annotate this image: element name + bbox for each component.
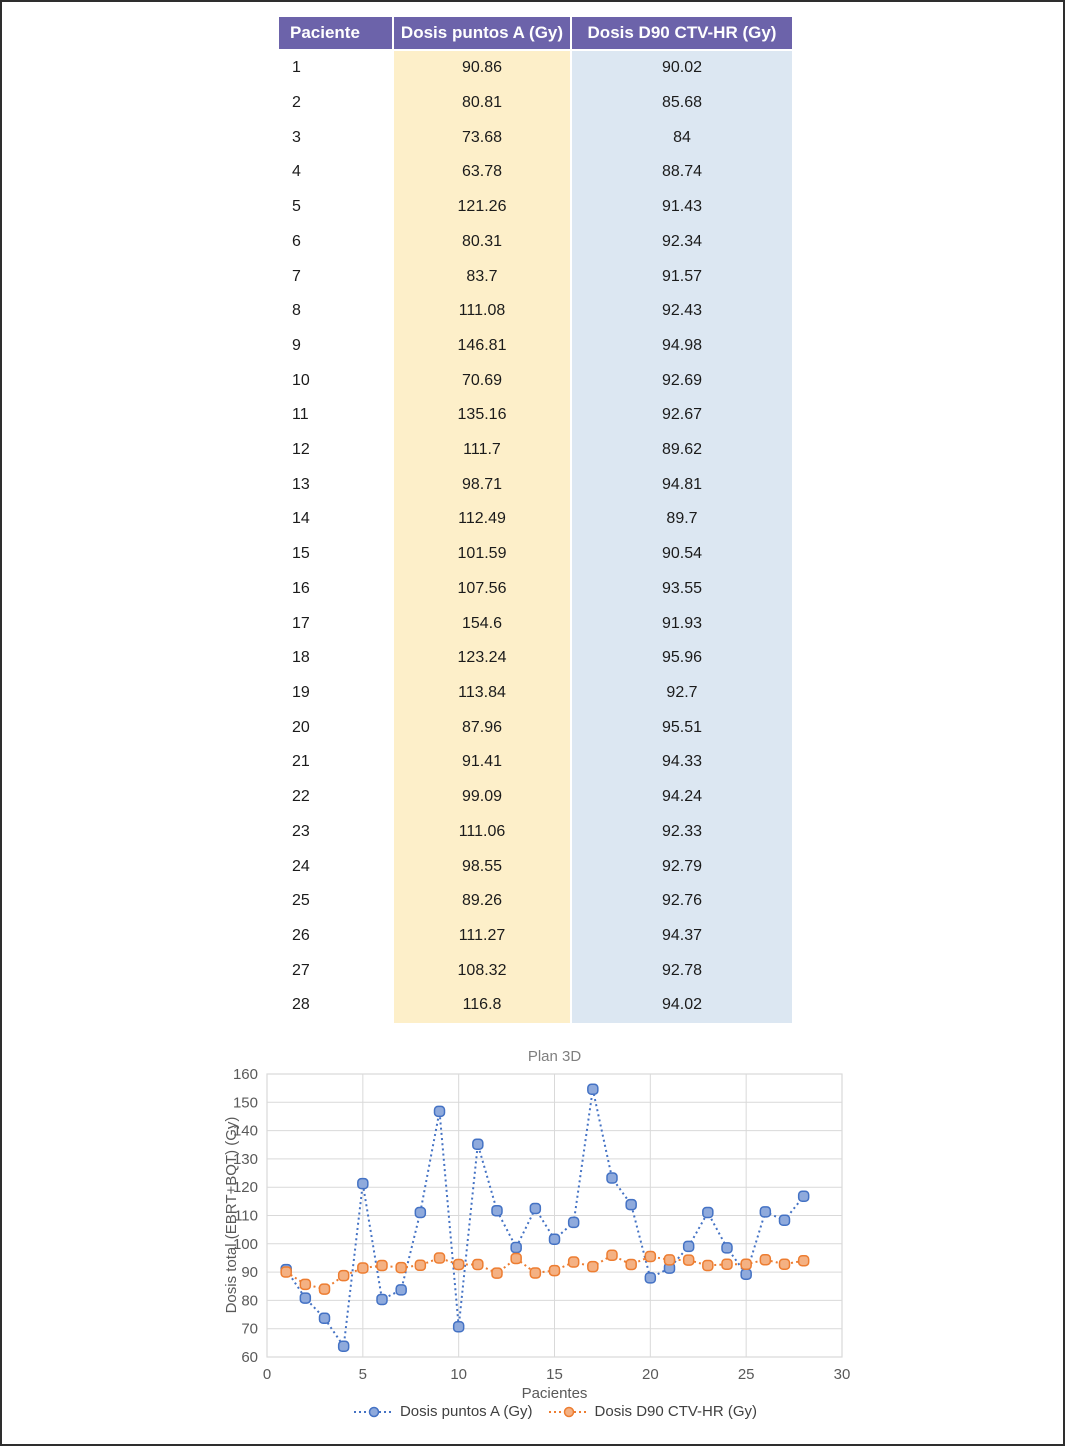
cell-dosis-puntos-a: 89.26 (394, 884, 572, 919)
cell-paciente: 14 (279, 502, 394, 537)
cell-dosis-puntos-a: 98.55 (394, 849, 572, 884)
legend-label-dosis-puntos-a: Dosis puntos A (Gy) (399, 1403, 533, 1420)
table-row (279, 329, 792, 364)
cell-paciente: 13 (279, 467, 394, 502)
table-row (279, 537, 792, 572)
cell-dosis-d90: 94.02 (572, 988, 792, 1023)
cell-paciente: 17 (279, 606, 394, 641)
cell-paciente: 18 (279, 641, 394, 676)
cell-dosis-d90: 92.34 (572, 225, 792, 260)
svg-text:140: 140 (232, 1122, 258, 1140)
cell-dosis-puntos-a: 135.16 (394, 398, 572, 433)
table-row (279, 710, 792, 745)
cell-dosis-puntos-a: 90.86 (394, 51, 572, 86)
chart-title: Plan 3D (527, 1048, 582, 1065)
svg-text:130: 130 (232, 1150, 258, 1168)
cell-paciente: 3 (279, 120, 394, 155)
table-row (279, 259, 792, 294)
cell-dosis-puntos-a: 154.6 (394, 606, 572, 641)
svg-text:150: 150 (232, 1094, 258, 1112)
svg-text:70: 70 (241, 1320, 258, 1338)
cell-dosis-puntos-a: 146.81 (394, 329, 572, 364)
cell-dosis-d90: 90.54 (572, 537, 792, 572)
cell-dosis-d90: 88.74 (572, 155, 792, 190)
table-row (279, 884, 792, 919)
legend-marker-line-icon (547, 1405, 591, 1419)
legend-item-dosis-d90 (547, 1403, 758, 1420)
cell-dosis-d90: 95.96 (572, 641, 792, 676)
cell-dosis-puntos-a: 80.81 (394, 86, 572, 121)
cell-dosis-d90: 94.81 (572, 467, 792, 502)
svg-text:80: 80 (241, 1292, 258, 1310)
cell-dosis-puntos-a: 108.32 (394, 953, 572, 988)
cell-dosis-d90: 91.93 (572, 606, 792, 641)
cell-dosis-d90: 94.98 (572, 329, 792, 364)
table-row (279, 398, 792, 433)
cell-paciente: 5 (279, 190, 394, 225)
cell-dosis-puntos-a: 101.59 (394, 537, 572, 572)
cell-dosis-d90: 94.33 (572, 745, 792, 780)
cell-dosis-d90: 95.51 (572, 710, 792, 745)
svg-text:100: 100 (232, 1235, 258, 1253)
table-row (279, 814, 792, 849)
svg-text:90: 90 (241, 1264, 258, 1282)
patients-dose-table (279, 17, 792, 1023)
cell-paciente: 19 (279, 676, 394, 711)
cell-dosis-puntos-a: 83.7 (394, 259, 572, 294)
svg-text:120: 120 (232, 1179, 258, 1197)
table-row (279, 502, 792, 537)
legend-item-dosis-puntos-a (352, 1403, 533, 1420)
cell-paciente: 9 (279, 329, 394, 364)
table-row (279, 953, 792, 988)
cell-paciente: 12 (279, 433, 394, 468)
legend-label-dosis-d90: Dosis D90 CTV-HR (Gy) (594, 1403, 758, 1420)
cell-dosis-puntos-a: 87.96 (394, 710, 572, 745)
cell-dosis-puntos-a: 111.27 (394, 919, 572, 954)
legend-marker-line-icon (352, 1405, 396, 1419)
table-row (279, 363, 792, 398)
cell-dosis-puntos-a: 111.7 (394, 433, 572, 468)
table-row (279, 780, 792, 815)
table-row (279, 190, 792, 225)
cell-paciente: 6 (279, 225, 394, 260)
cell-dosis-puntos-a: 113.84 (394, 676, 572, 711)
cell-dosis-puntos-a: 73.68 (394, 120, 572, 155)
cell-dosis-d90: 92.78 (572, 953, 792, 988)
cell-dosis-puntos-a: 116.8 (394, 988, 572, 1023)
cell-paciente: 1 (279, 51, 394, 86)
svg-text:10: 10 (450, 1366, 468, 1383)
cell-paciente: 10 (279, 363, 394, 398)
column-header-dosis-puntos-a: Dosis puntos A (Gy) (394, 17, 572, 51)
table-header-row (279, 17, 792, 51)
table-row (279, 606, 792, 641)
cell-dosis-puntos-a: 123.24 (394, 641, 572, 676)
cell-paciente: 23 (279, 814, 394, 849)
cell-dosis-d90: 92.7 (572, 676, 792, 711)
column-header-paciente: Paciente (279, 17, 394, 51)
table-row (279, 51, 792, 86)
svg-text:110: 110 (234, 1207, 258, 1225)
cell-dosis-puntos-a: 99.09 (394, 780, 572, 815)
cell-dosis-d90: 89.7 (572, 502, 792, 537)
table-row (279, 86, 792, 121)
chart-legend (267, 1403, 842, 1420)
cell-paciente: 15 (279, 537, 394, 572)
cell-dosis-puntos-a: 111.08 (394, 294, 572, 329)
cell-paciente: 20 (279, 710, 394, 745)
table-row (279, 120, 792, 155)
cell-dosis-d90: 94.37 (572, 919, 792, 954)
cell-dosis-d90: 91.57 (572, 259, 792, 294)
cell-paciente: 7 (279, 259, 394, 294)
table-row (279, 155, 792, 190)
cell-dosis-d90: 92.43 (572, 294, 792, 329)
cell-dosis-d90: 85.68 (572, 86, 792, 121)
cell-paciente: 28 (279, 988, 394, 1023)
svg-text:15: 15 (546, 1366, 563, 1383)
cell-dosis-d90: 91.43 (572, 190, 792, 225)
svg-text:5: 5 (358, 1366, 368, 1383)
cell-dosis-d90: 84 (572, 120, 792, 155)
cell-dosis-d90: 93.55 (572, 572, 792, 607)
cell-paciente: 4 (279, 155, 394, 190)
cell-paciente: 8 (279, 294, 394, 329)
table-row (279, 294, 792, 329)
cell-paciente: 2 (279, 86, 394, 121)
table-row (279, 676, 792, 711)
cell-paciente: 27 (279, 953, 394, 988)
cell-dosis-d90: 90.02 (572, 51, 792, 86)
table-body (279, 51, 792, 1023)
cell-dosis-puntos-a: 121.26 (394, 190, 572, 225)
cell-dosis-puntos-a: 111.06 (394, 814, 572, 849)
cell-dosis-puntos-a: 112.49 (394, 502, 572, 537)
svg-text:160: 160 (232, 1066, 258, 1083)
cell-paciente: 24 (279, 849, 394, 884)
table-row (279, 641, 792, 676)
column-header-dosis-d90-ctv-hr: Dosis D90 CTV-HR (Gy) (572, 17, 792, 51)
x-axis-label: Pacientes (521, 1385, 588, 1402)
cell-paciente: 25 (279, 884, 394, 919)
svg-text:30: 30 (833, 1366, 851, 1383)
table-row (279, 433, 792, 468)
table-row (279, 919, 792, 954)
cell-dosis-puntos-a: 63.78 (394, 155, 572, 190)
cell-dosis-d90: 92.79 (572, 849, 792, 884)
cell-dosis-d90: 92.67 (572, 398, 792, 433)
cell-paciente: 21 (279, 745, 394, 780)
cell-dosis-puntos-a: 91.41 (394, 745, 572, 780)
svg-text:0: 0 (262, 1366, 272, 1383)
cell-dosis-d90: 92.33 (572, 814, 792, 849)
table-row (279, 467, 792, 502)
cell-dosis-d90: 94.24 (572, 780, 792, 815)
table-row (279, 572, 792, 607)
cell-paciente: 22 (279, 780, 394, 815)
cell-dosis-d90: 92.76 (572, 884, 792, 919)
cell-dosis-puntos-a: 70.69 (394, 363, 572, 398)
svg-text:60: 60 (241, 1349, 258, 1366)
cell-paciente: 26 (279, 919, 394, 954)
cell-dosis-d90: 92.69 (572, 363, 792, 398)
table-row (279, 849, 792, 884)
cell-dosis-puntos-a: 107.56 (394, 572, 572, 607)
table-row (279, 745, 792, 780)
svg-text:25: 25 (737, 1366, 755, 1383)
cell-dosis-puntos-a: 98.71 (394, 467, 572, 502)
table-row (279, 225, 792, 260)
cell-paciente: 11 (279, 398, 394, 433)
cell-dosis-puntos-a: 80.31 (394, 225, 572, 260)
y-axis-label: Dosis total (EBRT+BQT) (Gy) (223, 1116, 240, 1314)
table-row (279, 988, 792, 1023)
cell-paciente: 16 (279, 572, 394, 607)
cell-dosis-d90: 89.62 (572, 433, 792, 468)
svg-text:20: 20 (641, 1366, 659, 1383)
